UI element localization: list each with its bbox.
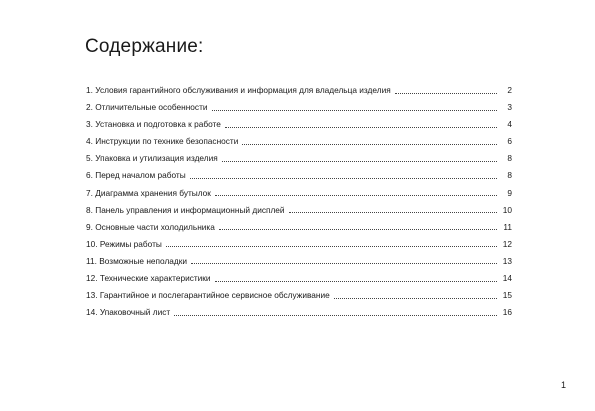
- toc-entry: [86, 202, 512, 219]
- toc-dot-leader: [188, 171, 499, 181]
- toc-entry: [86, 99, 512, 116]
- toc-entry-title: 8. Панель управления и информационный дисплей: [86, 204, 285, 215]
- toc-entry-page: 8: [507, 170, 512, 181]
- toc-dot-leader: [172, 308, 499, 318]
- toc-entry: [86, 236, 512, 253]
- toc-entry-title: 10. Режимы работы: [86, 238, 162, 249]
- toc-entry-title: 1. Условия гарантийного обслуживания и информация для владельца изделия: [86, 85, 391, 95]
- toc-entry-title: 3. Установка и подготовка к работе: [86, 119, 221, 130]
- toc-entry: [86, 150, 512, 167]
- toc-entry-page: 13: [502, 255, 512, 266]
- toc-entry-title: 6. Перед началом работы: [86, 170, 186, 181]
- toc-entry-page: 9: [507, 187, 512, 198]
- toc-entry-page: 4: [507, 119, 512, 130]
- toc-dot-leader: [393, 86, 499, 96]
- toc-dot-leader: [213, 188, 499, 198]
- toc-entry-page: 12: [502, 238, 512, 249]
- toc-dot-leader: [287, 205, 499, 215]
- toc-dot-leader: [213, 274, 499, 284]
- toc-entry: [86, 82, 512, 99]
- toc-entry: [86, 167, 512, 184]
- toc-entry: [86, 270, 512, 287]
- toc-entry: [86, 219, 512, 236]
- page-number: 1: [561, 380, 567, 390]
- toc-dot-leader: [217, 222, 499, 232]
- toc-dot-leader: [240, 137, 499, 147]
- toc-entry-page: 2: [507, 85, 512, 95]
- toc-entry-title: 11. Возможные неполадки: [86, 255, 188, 266]
- toc-entry-page: 3: [507, 102, 512, 113]
- toc-entry-title: 7. Диаграмма хранения бутылок: [86, 187, 211, 198]
- toc-entry-page: 8: [507, 153, 512, 164]
- toc-entry: [86, 253, 512, 270]
- toc-entry-title: 13. Гарантийное и послегарантийное сервисное обслуживание: [86, 290, 330, 301]
- toc-entry-title: 2. Отличительные особенности: [86, 102, 208, 113]
- toc-entry: [86, 185, 512, 202]
- toc-entry-title: 5. Упаковка и утилизация изделия: [86, 153, 218, 164]
- toc-entry-page: 11: [503, 221, 512, 232]
- toc-entry: [86, 304, 512, 321]
- toc-entry: [86, 116, 512, 133]
- toc-dot-leader: [210, 103, 499, 113]
- toc-entry-title: 4. Инструкции по технике безопасности: [86, 136, 239, 147]
- toc-entry-page: 14: [502, 273, 512, 284]
- toc-dot-leader: [332, 291, 499, 301]
- toc-entry: [86, 287, 512, 304]
- toc-entry-page: 10: [502, 204, 512, 215]
- toc-entry-title: 9. Основные части холодильника: [86, 221, 215, 232]
- table-of-contents: [86, 82, 512, 321]
- toc-entry-title: 12. Технические характеристики: [86, 273, 211, 284]
- toc-dot-leader: [220, 154, 499, 164]
- toc-entry-page: 15: [502, 290, 512, 301]
- toc-entry-page: 6: [507, 136, 512, 147]
- toc-dot-leader: [164, 239, 499, 249]
- toc-dot-leader: [189, 256, 499, 266]
- toc-entry: [86, 133, 512, 150]
- toc-entry-page: 16: [502, 307, 512, 318]
- page-title: Содержание:: [85, 36, 204, 57]
- toc-entry-title: 14. Упаковочный лист: [86, 307, 171, 318]
- toc-dot-leader: [223, 120, 499, 130]
